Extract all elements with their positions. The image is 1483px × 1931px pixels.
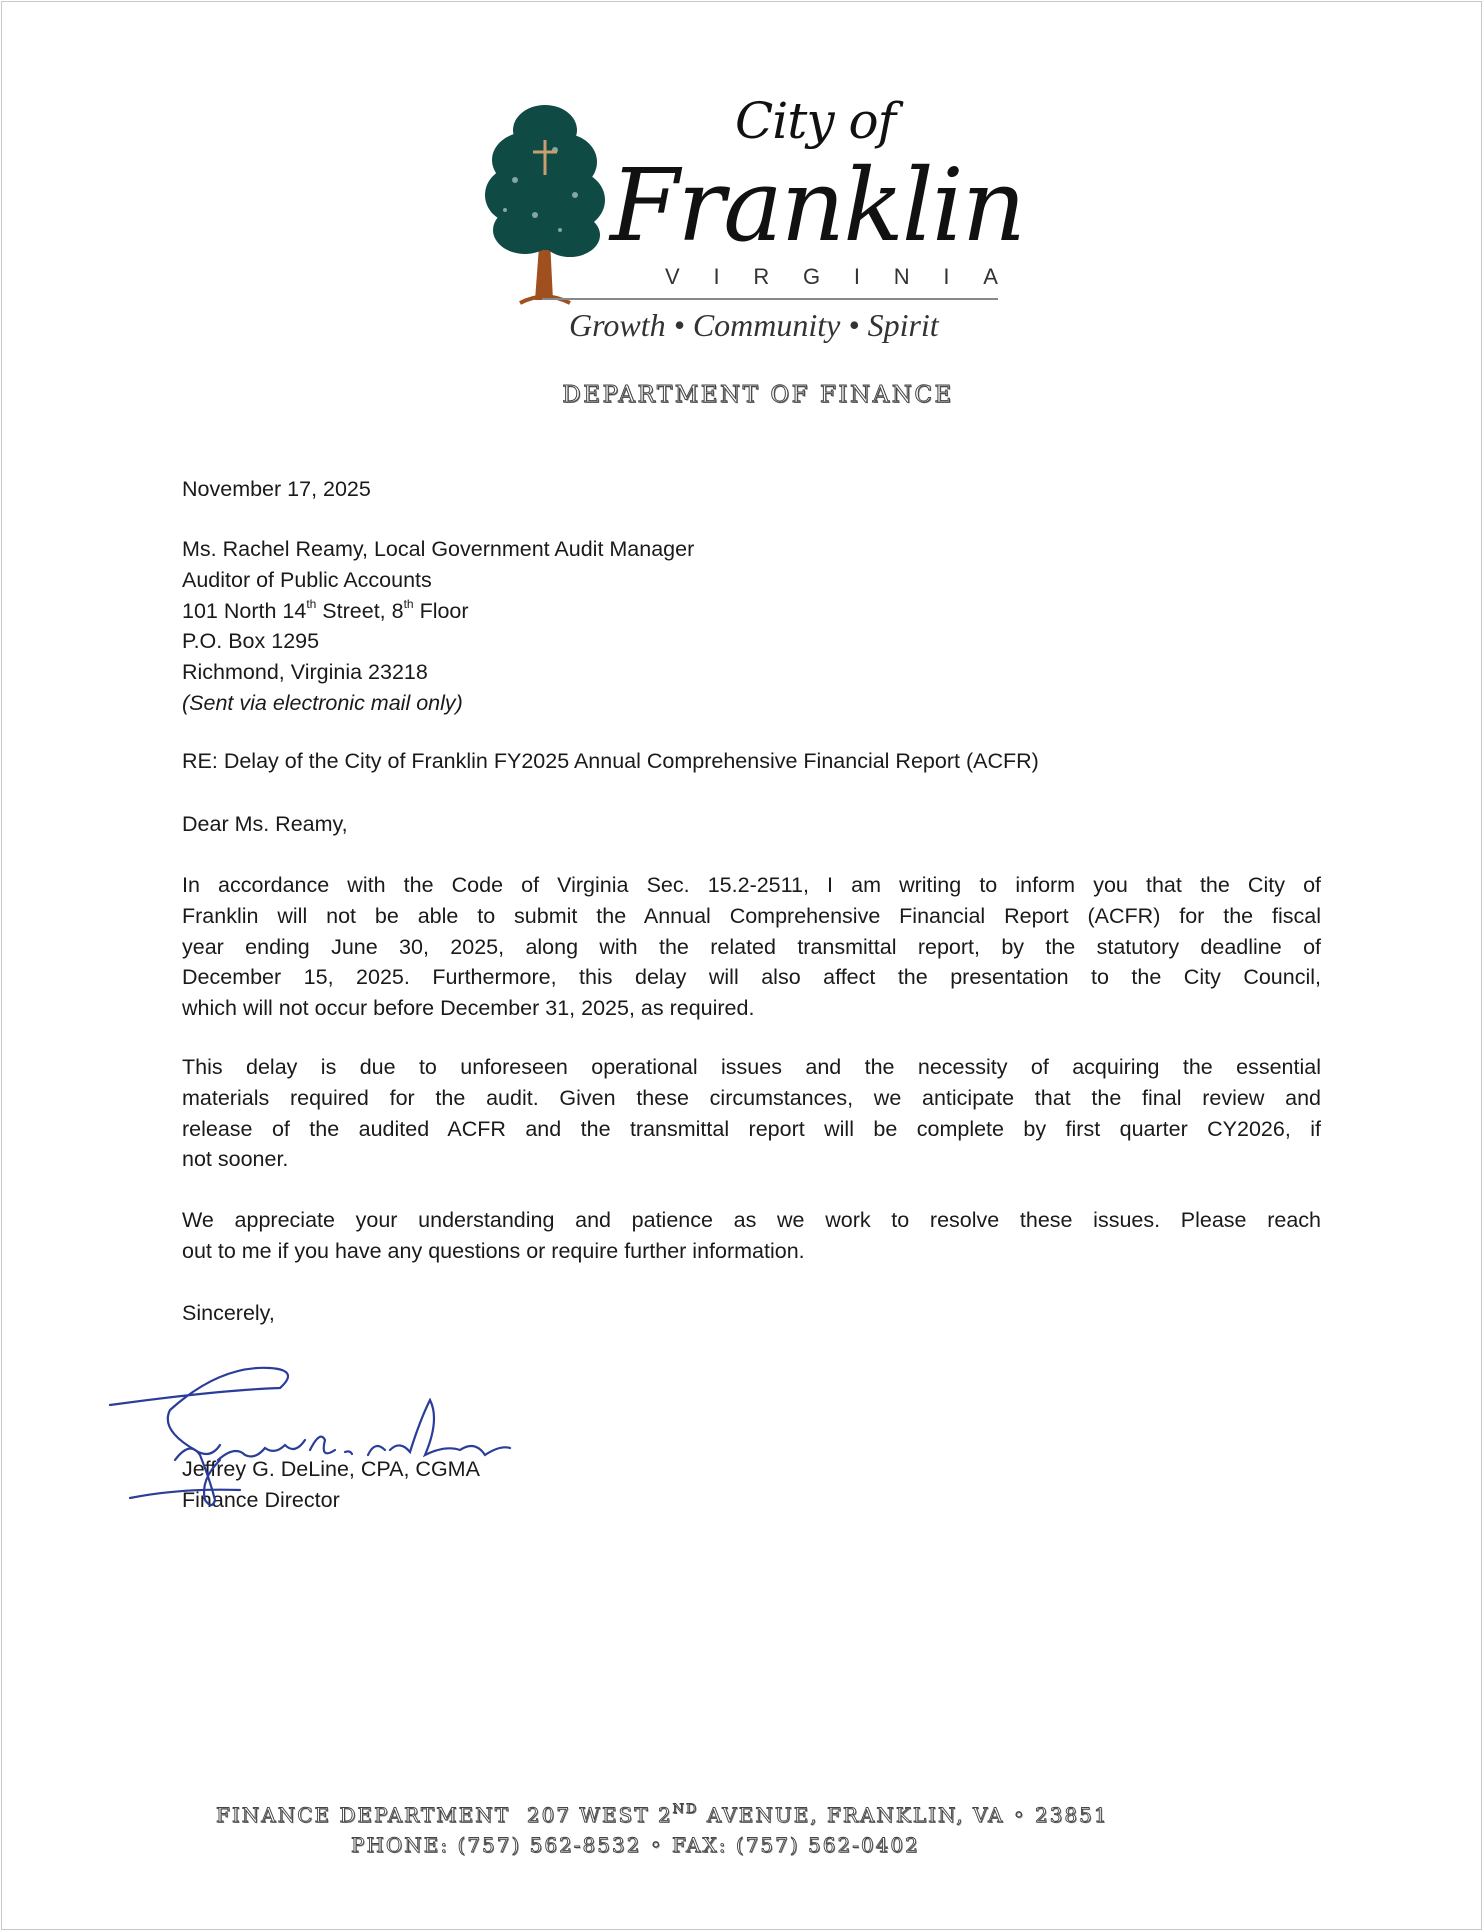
closing: Sincerely, — [182, 1301, 275, 1325]
street-part: Floor — [413, 598, 469, 623]
footer-text: AVENUE, FRANKLIN, VA ◦ 23851 — [698, 1803, 1109, 1827]
footer-text: FINANCE DEPARTMENT 207 WEST 2 — [216, 1803, 673, 1827]
paragraph-1 — [182, 870, 1321, 1024]
paragraph-line: materials required for the audit. Given these circumstances, we anticipate that the final review and — [182, 1085, 1321, 1110]
handwritten-signature — [100, 1360, 560, 1520]
ordinal: ND — [672, 1802, 699, 1817]
paragraph-line: December 15, 2025. Furthermore, this delay will also affect the presentation to the City Council, — [182, 965, 1321, 990]
letter-date: November 17, 2025 — [182, 477, 371, 501]
paragraph-line: release of the audited ACFR and the transmittal report will be complete by first quarter CY2026, if — [182, 1116, 1321, 1141]
paragraph-line: which will not occur before December 31, 2025, as required. — [182, 996, 755, 1021]
department-heading: DEPARTMENT OF FINANCE — [562, 382, 954, 408]
logo-divider — [542, 298, 998, 300]
logo-letter: R — [753, 264, 770, 289]
recipient-name: Ms. Rachel Reamy, Local Government Audit Manager — [182, 537, 695, 561]
paragraph-line: This delay is due to unforeseen operational issues and the necessity of acquiring the essential — [182, 1055, 1321, 1079]
tree-icon — [475, 100, 615, 310]
ordinal: th — [306, 596, 317, 611]
paragraph-line: out to me if you have any questions or require further information. — [182, 1238, 805, 1263]
delivery-note: (Sent via electronic mail only) — [182, 690, 463, 715]
street-part: Street, 8 — [316, 598, 404, 623]
recipient-street — [182, 596, 1321, 627]
logo-city-of: City of — [735, 92, 896, 150]
paragraph-2 — [182, 1052, 1321, 1175]
salutation: Dear Ms. Reamy, — [182, 812, 348, 836]
logo-tagline: Growth • Community • Spirit — [569, 307, 939, 343]
footer-contact: PHONE: (757) 562-8532 ◦ FAX: (757) 562-0402 — [351, 1833, 920, 1857]
paragraph-line: not sooner. — [182, 1147, 289, 1172]
ordinal: th — [403, 596, 414, 611]
signer-name: Jeffrey G. DeLine, CPA, CGMA — [182, 1457, 480, 1481]
logo-letter: A — [983, 264, 998, 289]
paragraph-line: Franklin will not be able to submit the Annual Comprehensive Financial Report (ACFR) for the fiscal — [182, 903, 1321, 928]
footer-address — [0, 1803, 1483, 1827]
recipient-po-box: P.O. Box 1295 — [182, 629, 320, 654]
logo-letter: V — [665, 264, 680, 289]
recipient-city-state: Richmond, Virginia 23218 — [182, 660, 428, 685]
logo-franklin: Franklin — [610, 147, 1025, 264]
paragraph-3 — [182, 1205, 1321, 1267]
paragraph-line: In accordance with the Code of Virginia Sec. 15.2-2511, I am writing to inform you that the City of — [182, 873, 1321, 897]
logo-letter: I — [943, 264, 950, 289]
street-part: 101 North 14 — [182, 598, 307, 623]
recipient-address — [182, 534, 1321, 719]
signer-title: Finance Director — [182, 1487, 340, 1512]
subject-line: RE: Delay of the City of Franklin FY2025 Annual Comprehensive Financial Report (ACFR) — [182, 749, 1039, 773]
logo-letter: G — [802, 264, 821, 289]
paragraph-line: year ending June 30, 2025, along with the related transmittal report, by the statutory deadline of — [182, 934, 1321, 959]
logo-virginia — [665, 264, 998, 290]
logo-letter: N — [893, 264, 910, 289]
paragraph-line: We appreciate your understanding and patience as we work to resolve these issues. Please reach — [182, 1208, 1321, 1232]
logo-letter: I — [713, 264, 720, 289]
logo-letter: I — [853, 264, 860, 289]
recipient-org: Auditor of Public Accounts — [182, 567, 432, 592]
